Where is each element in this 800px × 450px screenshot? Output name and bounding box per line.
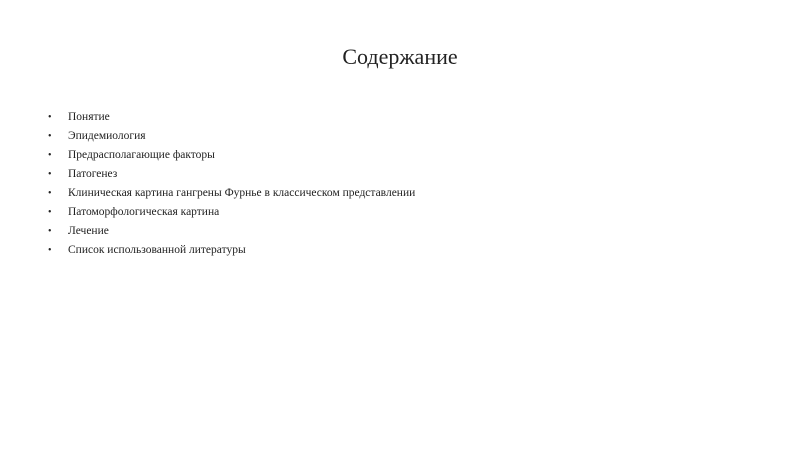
list-item [48,203,415,222]
list-item-text: Список использованной литературы [68,244,246,256]
bullet-icon: • [48,188,52,199]
list-item-text: Лечение [68,225,109,237]
list-item-text: Эпидемиология [68,130,146,142]
list-item-text: Предрасполагающие факторы [68,149,215,161]
list-item-text: Патогенез [68,168,118,180]
list-item [48,184,415,203]
bullet-icon: • [48,207,52,218]
bullet-icon: • [48,226,52,237]
list-item [48,146,415,165]
bullet-icon: • [48,131,52,142]
contents-list [48,108,415,260]
list-item [48,127,415,146]
list-item [48,108,415,127]
list-item [48,241,415,260]
slide-title: Содержание [342,44,458,69]
list-item [48,165,415,184]
bullet-icon: • [48,169,52,180]
bullet-icon: • [48,112,52,123]
list-item-text: Понятие [68,111,110,123]
list-item [48,222,415,241]
list-item-text: Патоморфологическая картина [68,206,220,218]
bullet-icon: • [48,150,52,161]
bullet-icon: • [48,245,52,256]
list-item-text: Клиническая картина гангрены Фурнье в классическом представлении [68,187,416,199]
